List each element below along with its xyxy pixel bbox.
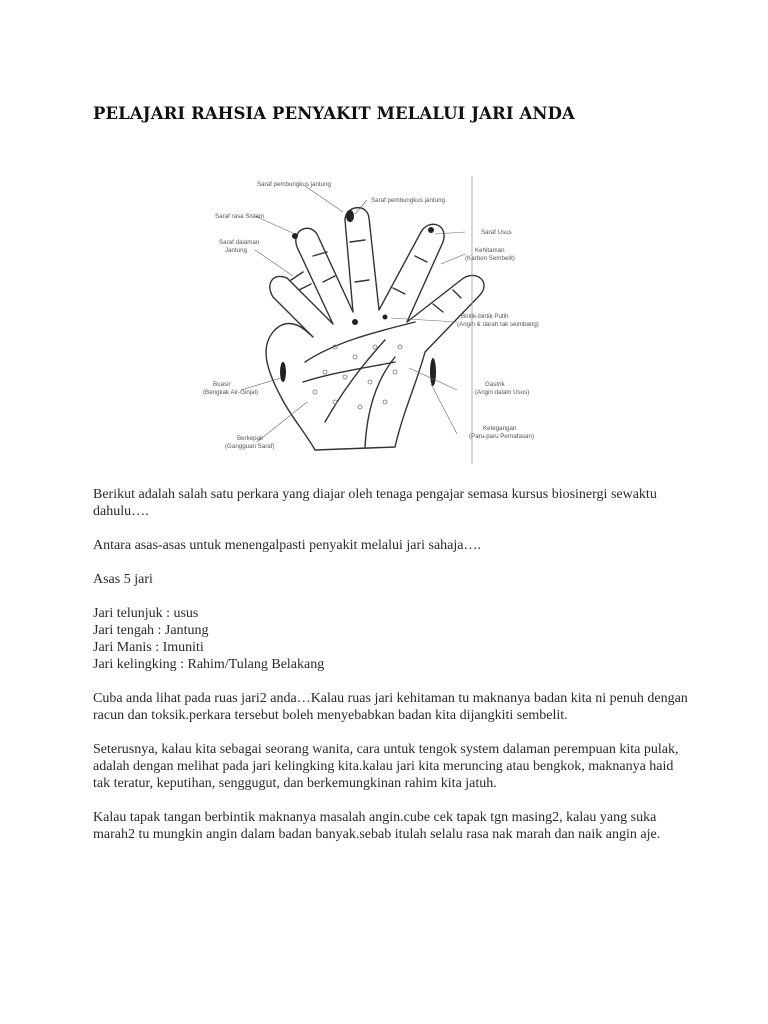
- label-saraf-pembungkus-2: Saraf pembungkus jantung: [371, 197, 445, 204]
- paragraph-basics: Antara asas-asas untuk menengalpasti penyakit melalui jari sahaja….: [93, 538, 481, 553]
- page-title: PELAJARI RAHSIA PENYAKIT MELALUI JARI ANDA: [93, 104, 575, 123]
- label-berkepak-sub: (Gangguan Saraf): [225, 443, 275, 450]
- label-saraf-usus: Saraf Usus: [481, 229, 512, 236]
- paragraph-tapak: Kalau tapak tangan berbintik maknanya masalah angin.cube cek tapak tgn masing2, kalau yang suka marah2 tu mungkin angin dalam badan banyak.sebab itulah selalu rasa nak marah dan naik angin aje.: [93, 810, 661, 842]
- label-buasir: Buasir: [213, 381, 231, 388]
- label-berkepak: Berkepak: [237, 435, 264, 442]
- hand-illustration: [195, 172, 570, 470]
- label-saraf-dalaman: Saraf dalaman: [219, 239, 260, 246]
- paragraph-intro: Berikut adalah salah satu perkara yang diajar oleh tenaga pengajar semasa kursus biosinergi sewaktu dahulu….: [93, 487, 657, 519]
- label-gastrik-sub: (Angin dalam Usus): [475, 389, 530, 396]
- list-item: Jari telunjuk : usus: [93, 606, 199, 621]
- label-saraf-dalaman-sub: Jantung: [225, 247, 248, 254]
- label-kehitaman-sub: (Karbon Sembelit): [465, 255, 515, 262]
- label-ketegangan-sub: (Paru-paru Pernafasan): [469, 433, 535, 440]
- label-kehitaman: Kehitaman: [475, 247, 505, 254]
- paragraph-ruas: Cuba anda lihat pada ruas jari2 anda…Kalau ruas jari kehitaman tu maknanya badan kita ni penuh dengan racun dan toksik.perkara tersebut boleh menyebabkan badan kita dijangkiti sembelit.: [93, 691, 688, 723]
- list-item: Jari Manis : Imuniti: [93, 640, 204, 655]
- paragraph-wanita: Seterusnya, kalau kita sebagai seorang wanita, cara untuk tengok system dalaman perempuan kita pulak, adalah dengan melihat pada jari kelingking kita.kalau jari kita meruncing atau bengkok, maknanya haid tak teratur, keputihan, senggugut, dan berkemungkinan rahim kita jatuh.: [93, 742, 679, 791]
- article-body: [93, 486, 693, 860]
- label-saraf-rasa: Saraf rasa Sistem: [215, 213, 265, 220]
- hand-diagram: [195, 172, 570, 470]
- label-bintik-putih-sub: (Angin & darah tak seimbang): [457, 321, 539, 328]
- list-item: Jari kelingking : Rahim/Tulang Belakang: [93, 657, 325, 672]
- label-saraf-pembungkus-1: Saraf pembungkus jantung: [257, 181, 331, 188]
- label-gastrik: Gastrik: [485, 381, 505, 388]
- finger-list: [93, 605, 693, 673]
- label-bintik-putih: Bintik-bintik Putih: [461, 313, 509, 320]
- list-item: Jari tengah : Jantung: [93, 623, 209, 638]
- paragraph-asas: Asas 5 jari: [93, 572, 153, 587]
- label-buasir-sub: (Bengkak Air-Ginjal): [203, 389, 259, 396]
- label-ketegangan: Ketegangan: [483, 425, 517, 432]
